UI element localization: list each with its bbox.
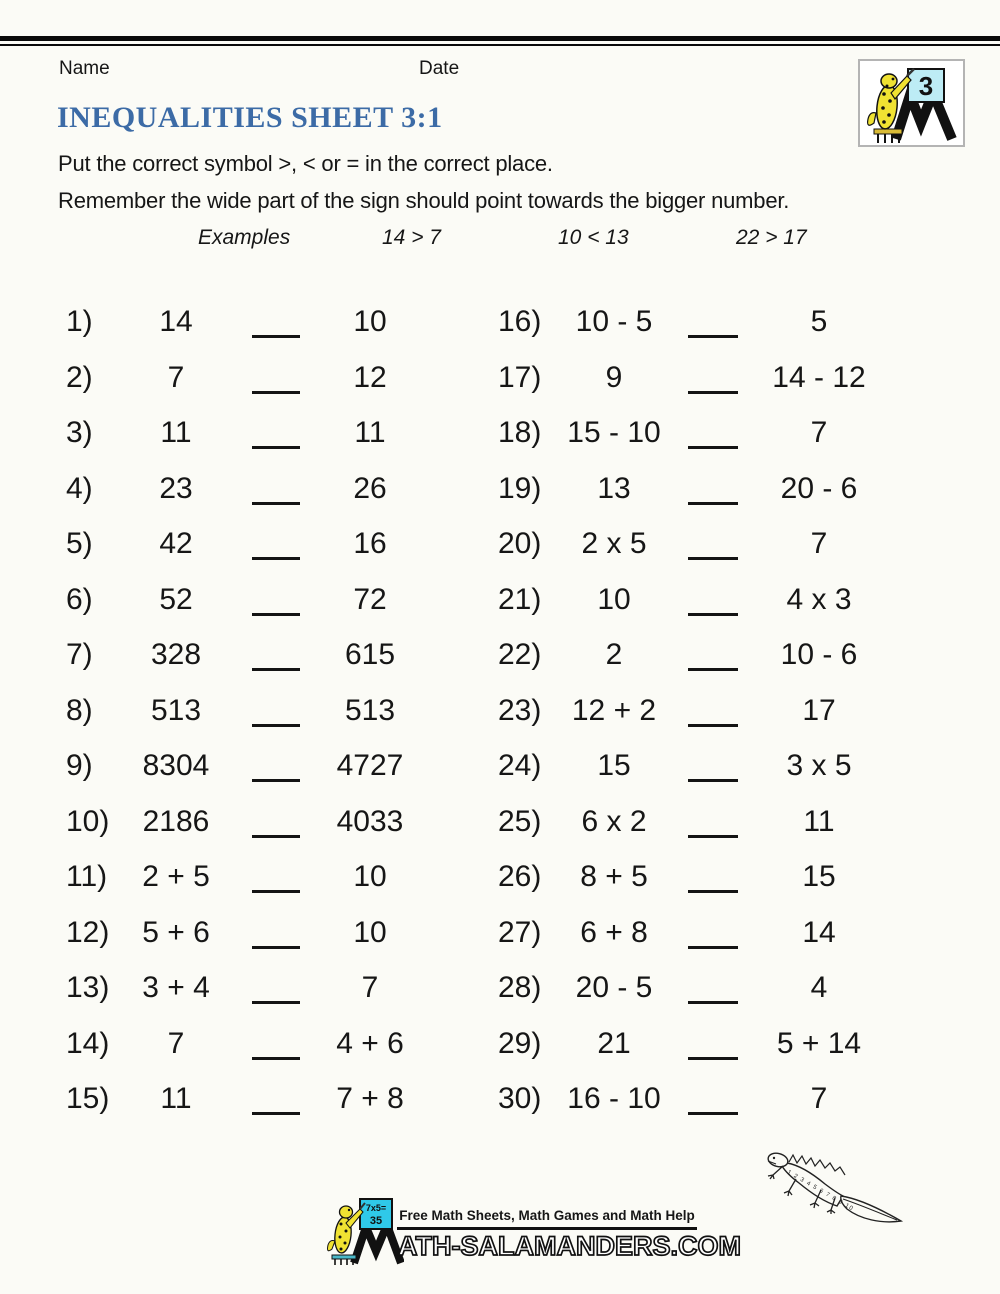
right-operand: 10 - 6: [780, 638, 858, 671]
answer-blank[interactable]: [688, 502, 738, 505]
problem-row: [450, 405, 920, 461]
footer-divider: [397, 1227, 697, 1230]
answer-blank[interactable]: [252, 835, 300, 838]
answer-blank[interactable]: [688, 1112, 738, 1115]
answer-blank[interactable]: [688, 779, 738, 782]
answer-blank[interactable]: [252, 391, 300, 394]
left-operand: 42: [159, 527, 193, 560]
right-operand: 513: [344, 693, 396, 727]
problem-row: [0, 849, 460, 905]
right-operand: 5: [810, 305, 828, 338]
problem-row: [0, 294, 460, 350]
answer-blank[interactable]: [688, 335, 738, 338]
left-operand: 12 + 2: [571, 693, 657, 727]
right-operand: 26: [353, 471, 387, 505]
problem-row: [450, 294, 920, 350]
answer-blank[interactable]: [252, 557, 300, 560]
left-operand: 10: [597, 582, 631, 616]
left-operand: 15: [597, 749, 631, 782]
answer-blank[interactable]: [252, 946, 300, 949]
left-operand: 2 + 5: [142, 860, 210, 893]
problem-row: [0, 405, 460, 461]
problem-row: [0, 905, 460, 961]
answer-blank[interactable]: [252, 613, 300, 616]
problem-row: [450, 905, 920, 961]
problem-row: [450, 350, 920, 406]
right-operand: 4: [810, 971, 828, 1004]
left-operand: 11: [160, 416, 192, 449]
problem-number: 28): [498, 971, 542, 1004]
lizard-numbers: 1 2 3 4 5 6 7 8 9 10: [786, 1169, 855, 1213]
right-operand: 10: [353, 915, 387, 949]
answer-blank[interactable]: [688, 724, 738, 727]
left-operand: 52: [159, 582, 193, 616]
problem-number: 11): [66, 860, 108, 893]
problem-number: 17): [498, 360, 542, 394]
example-item: 22 > 17: [736, 226, 807, 249]
left-operand: 7: [167, 360, 185, 394]
right-operand: 4727: [336, 749, 404, 782]
left-operand: 14: [159, 305, 193, 338]
problem-number: 8): [66, 693, 93, 727]
problem-row: [450, 461, 920, 517]
right-operand: 12: [353, 360, 387, 394]
footer-mascot-icon: [324, 1197, 404, 1267]
date-label: Date: [419, 58, 460, 79]
answer-blank[interactable]: [688, 946, 738, 949]
left-operand: 5 + 6: [142, 915, 210, 949]
answer-blank[interactable]: [688, 668, 738, 671]
problem-row: [450, 849, 920, 905]
answer-blank[interactable]: [252, 890, 300, 893]
left-operand: 10 - 5: [575, 305, 653, 338]
problem-row: [450, 572, 920, 628]
left-operand: 6 + 8: [580, 915, 648, 949]
example-item: 10 < 13: [558, 226, 629, 249]
left-operand: 15 - 10: [567, 416, 661, 449]
problem-row: [450, 627, 920, 683]
right-operand: 14: [802, 915, 836, 949]
problem-row: [450, 683, 920, 739]
math-salamanders-logo: [858, 59, 965, 147]
answer-blank[interactable]: [688, 890, 738, 893]
right-operand: 72: [353, 582, 387, 616]
salamander-writing-icon: [860, 61, 963, 145]
left-operand: 2186: [142, 804, 210, 838]
right-operand: 16: [353, 527, 387, 560]
problem-number: 6): [66, 582, 93, 616]
left-operand: 2: [605, 638, 623, 671]
right-operand: 11: [354, 416, 386, 449]
problem-number: 4): [66, 471, 93, 505]
footer-board-line2: 35: [369, 1215, 383, 1227]
problem-row: [450, 960, 920, 1016]
problem-number: 29): [498, 1026, 542, 1060]
problem-row: [0, 960, 460, 1016]
problem-number: 14): [66, 1026, 110, 1060]
problem-row: [0, 1016, 460, 1072]
problem-number: 9): [66, 749, 93, 782]
problem-number: 3): [66, 416, 93, 449]
right-operand: 7 + 8: [336, 1082, 404, 1115]
problem-row: [450, 738, 920, 794]
right-operand: 20 - 6: [780, 471, 858, 505]
right-operand: 4 x 3: [786, 582, 852, 616]
right-operand: 17: [802, 693, 836, 727]
left-operand: 16 - 10: [567, 1082, 661, 1115]
answer-blank[interactable]: [688, 1001, 738, 1004]
left-operand: 513: [150, 693, 202, 727]
instruction-line-1: Put the correct symbol >, < or = in the correct place.: [58, 151, 553, 176]
right-operand: 11: [803, 804, 835, 838]
problem-number: 21): [498, 582, 542, 616]
problem-number: 7): [66, 638, 93, 671]
instruction-line-2: Remember the wide part of the sign should point towards the bigger number.: [58, 188, 790, 213]
answer-blank[interactable]: [252, 1112, 300, 1115]
problem-number: 16): [498, 305, 542, 338]
left-operand: 23: [159, 471, 193, 505]
answer-blank[interactable]: [252, 724, 300, 727]
left-operand: 13: [597, 471, 631, 505]
footer-site-wordmark: ATH-SALAMANDERS.COM: [398, 1231, 741, 1261]
right-operand: 7: [810, 1082, 828, 1115]
numbered-salamander-drawing: [763, 1132, 913, 1237]
answer-blank[interactable]: [688, 1057, 738, 1060]
footer-board-line1: 7x5=: [365, 1203, 387, 1213]
problem-number: 23): [498, 693, 542, 727]
left-operand: 11: [160, 1082, 192, 1115]
left-operand: 20 - 5: [575, 971, 653, 1004]
problem-number: 25): [498, 804, 542, 838]
problems-area: [0, 294, 1000, 1144]
problem-row: [0, 627, 460, 683]
left-operand: 9: [605, 360, 623, 394]
problem-row: [0, 461, 460, 517]
left-operand: 6 x 2: [581, 804, 647, 838]
problem-number: 10): [66, 804, 110, 838]
answer-blank[interactable]: [688, 613, 738, 616]
problem-row: [0, 794, 460, 850]
problem-number: 27): [498, 915, 542, 949]
problem-number: 15): [66, 1082, 110, 1115]
logo-number: 3: [918, 71, 934, 101]
right-operand: 3 x 5: [786, 749, 852, 782]
answer-blank[interactable]: [252, 668, 300, 671]
problem-row: [450, 516, 920, 572]
answer-blank[interactable]: [688, 391, 738, 394]
problem-number: 5): [66, 527, 93, 560]
footer-stool-icon: [332, 1255, 356, 1265]
problem-row: [0, 516, 460, 572]
problem-number: 12): [66, 915, 110, 949]
worksheet-title: INEQUALITIES SHEET 3:1: [57, 101, 443, 134]
right-operand: 7: [361, 971, 379, 1004]
problem-row: [0, 572, 460, 628]
problem-number: 18): [498, 416, 542, 449]
right-operand: 14 - 12: [772, 360, 866, 394]
right-operand: 10: [353, 860, 387, 893]
problem-row: [0, 1071, 460, 1127]
examples-label: Examples: [198, 226, 291, 249]
problem-number: 1): [66, 305, 93, 338]
problem-number: 20): [498, 527, 542, 560]
left-operand: 7: [167, 1026, 185, 1060]
problem-row: [450, 1016, 920, 1072]
problems-column-right: [450, 294, 920, 1134]
problem-row: [450, 794, 920, 850]
name-label: Name: [59, 58, 110, 79]
answer-blank[interactable]: [252, 1057, 300, 1060]
answer-blank[interactable]: [252, 502, 300, 505]
right-operand: 4 + 6: [336, 1026, 404, 1060]
problem-number: 26): [498, 860, 542, 893]
answer-blank[interactable]: [252, 335, 300, 338]
right-operand: 4033: [336, 804, 404, 838]
problem-number: 24): [498, 749, 542, 782]
right-operand: 5 + 14: [776, 1026, 862, 1060]
problem-row: [0, 683, 460, 739]
left-operand: 8304: [142, 749, 210, 782]
problem-row: [450, 1071, 920, 1127]
problems-column-left: [0, 294, 460, 1134]
right-operand: 615: [344, 638, 396, 671]
answer-blank[interactable]: [252, 446, 300, 449]
left-operand: 21: [597, 1026, 631, 1060]
answer-blank[interactable]: [688, 557, 738, 560]
left-operand: 2 x 5: [581, 527, 647, 560]
left-operand: 3 + 4: [142, 971, 210, 1004]
answer-blank[interactable]: [252, 1001, 300, 1004]
left-operand: 8 + 5: [580, 860, 648, 893]
right-operand: 10: [353, 305, 387, 338]
problem-number: 13): [66, 971, 110, 1004]
footer-tagline: Free Math Sheets, Math Games and Math Help: [399, 1208, 695, 1223]
left-operand: 328: [150, 638, 202, 671]
answer-blank[interactable]: [252, 779, 300, 782]
problem-number: 2): [66, 360, 93, 394]
examples-row: [0, 226, 1000, 258]
example-item: 14 > 7: [382, 226, 441, 249]
right-operand: 7: [810, 416, 828, 449]
problem-number: 30): [498, 1082, 542, 1115]
top-border-rule: [0, 36, 1000, 46]
problem-row: [0, 350, 460, 406]
footer-m-shape: [354, 1225, 401, 1263]
answer-blank[interactable]: [688, 446, 738, 449]
problem-number: 22): [498, 638, 542, 671]
problem-row: [0, 738, 460, 794]
right-operand: 7: [810, 527, 828, 560]
right-operand: 15: [802, 860, 836, 893]
answer-blank[interactable]: [688, 835, 738, 838]
problem-number: 19): [498, 471, 542, 505]
